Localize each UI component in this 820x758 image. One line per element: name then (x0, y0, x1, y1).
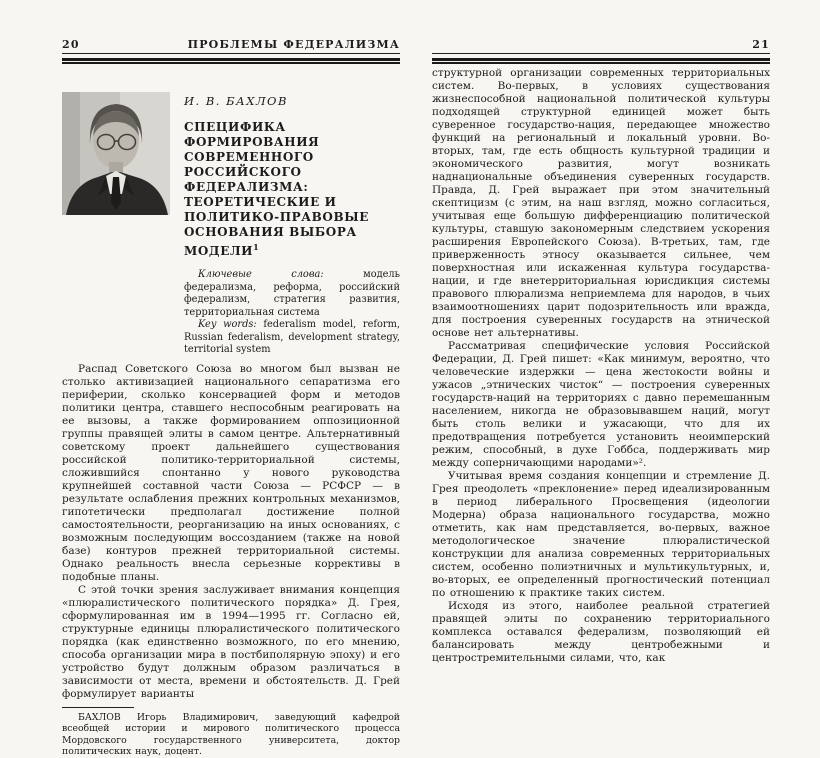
article-title-text: СПЕЦИФИКА ФОРМИРОВАНИЯ СОВРЕМЕННОГО РОССИЙСКОГО ФЕДЕРАЛИЗМА: ТЕОРЕТИЧЕСКИЕ И ПОЛИТИКО-ПРАВОВЫЕ ОСНОВАНИЯ ВЫБОРА МОДЕЛИ (184, 120, 369, 258)
header-double-rule-right (432, 58, 770, 64)
title-footnote-mark: 1 (253, 242, 260, 252)
keywords-ru-label: Ключевые слова: (198, 269, 324, 280)
paragraph: С этой точки зрения заслуживает внимания концепция «плюралистического политического порядка» Д. Грея, сформулированная им в 1994—1995 гг. Согласно ей, структурные единицы плюралистического политического порядка (как единственно возможного, по его мнению, способа организации мира в постбиполярную эпоху) и его устройство будут должным образом различаться в зависимости от места, времени и обстоятельств. Д. Грей формулирует варианты (62, 583, 400, 700)
page-number-left: 20 (62, 38, 80, 51)
keywords-en-text: federalism model, reform, Russian federalism, development strategy, territorial system (184, 319, 400, 355)
article-title (184, 120, 400, 259)
page-left (0, 0, 410, 757)
page-right (410, 0, 820, 664)
author-name: И. В. БАХЛОВ (184, 94, 288, 108)
author-portrait-graphic (62, 92, 170, 215)
running-head: ПРОБЛЕМЫ ФЕДЕРАЛИЗМА (187, 38, 400, 51)
keywords-en-label: Key words: (198, 319, 257, 330)
article-header (62, 92, 400, 357)
paragraph: Учитывая время создания концепции и стремление Д. Грея преодолеть «преклонение» перед идеализированным в период либерального Просвещения (идеологии Модерна) образа национального государства, можно отметить, как нам представляется, во-первых, важное методологическое значение плюралистической конструкции для анализа современных территориальных систем, особенно полиэтничных и мультикультурных, и, во-вторых, ее определенный прогностический потенциал по отношению к практике таких систем. (432, 470, 770, 599)
header-double-rule (62, 58, 400, 64)
footnote-rule (62, 707, 134, 708)
paragraph: Рассматривая специфические условия Российской Федерации, Д. Грей пишет: «Как минимум, вероятно, что человеческие издержки — цена жестокости войны и ужасов „этнических чисток“ — построения суверенных государств-наций на территориях с давно перемешанным населением, никогда не образовывавшем наций, могут быть столь велики и ужасающи, что для их предотвращения потребуется установить неоимперский режим, способный, в духе Гоббса, поддерживать мир между соперничающими народами»². (432, 340, 770, 469)
article-header-text (184, 92, 400, 357)
keywords-ru-text: модель федерализма, реформа, российский федерализм, стратегия развития, территориальная система (184, 269, 400, 318)
paragraph: структурной организации современных территориальных систем. Во-первых, в условиях существования жизнеспособной национальной политической культуры подходящей структурной единицей может быть суверенное государство-нация, передающее множество функций на региональный и локальный уровни. Во-вторых, там, где есть общность культурной традиции и экономического развития, могут возникать наднациональные объединения суверенных государств. Правда, Д. Грей выражает при этом значительный скептицизм (с этим, на наш взгляд, можно согласиться, учитывая еще большую дифференциацию политической культуры, ставшую закономерным следствием ускорения расширения Европейского Союза). В-третьих, там, где приверженность этносу оказывается сильнее, чем поверхностная или искаженная культура государства-нации, и где внетерриториальная юрисдикция системы правового плюрализма неприемлема для народов, в чьих взаимоотношениях царит подозрительность или вражда, для построения суверенных государств на этнической основе нет альтернативы. (432, 67, 770, 339)
body-text-left (62, 363, 400, 701)
paragraph: Исходя из этого, наиболее реальной стратегией правящей элиты по сохранению территориального комплекса оставался федерализм, позволяющий ей балансировать между центробежными и центростремительными силами, что, как (432, 600, 770, 664)
author-photo (62, 92, 170, 215)
page-number-right: 21 (752, 38, 770, 51)
body-text-right (432, 67, 770, 665)
paragraph: Распад Советского Союза во многом был вызван не столько активизацией национального сепаратизма его периферии, сколько консервацией форм и методов политики центра, ставшего неспособным реагировать на ее вызовы, а также формированием оппозиционной группы правящей элиты в самом центре. Альтернативный советскому проект дальнейшего существования российской политико-территориальной системы, сложившийся спонтанно у нового руководства крупнейшей составной части Союза — РСФСР — в результате ослабления прежних контрольных механизмов, гипотетически предполагал достижение полной самостоятельности, реорганизацию на иных основаниях, с возможным последующим воссозданием (также на новой базе) контуров прежней территориальной системы. Однако реальность внесла серьезные коррективы в подобные планы. (62, 362, 400, 583)
author-footnote: БАХЛОВ Игорь Владимирович, заведующий кафедрой всеобщей истории и мирового политического процесса Мордовского государственного университета, доктор политических наук, доцент. (62, 711, 400, 757)
keywords-en (184, 319, 400, 357)
running-head-row-right (432, 38, 770, 54)
running-head-row (62, 38, 400, 54)
keywords-ru (184, 269, 400, 319)
